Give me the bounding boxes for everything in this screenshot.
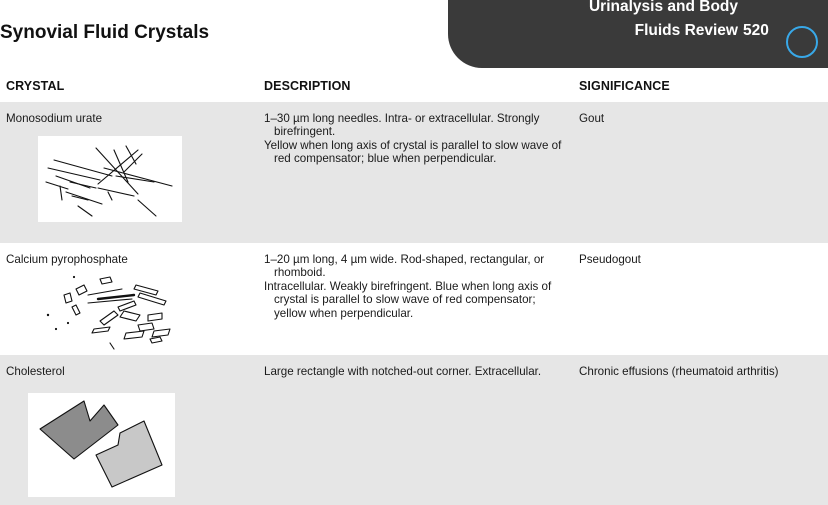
description <box>264 112 564 166</box>
notched-plate-crystals-illustration <box>28 393 175 497</box>
description <box>264 365 564 378</box>
description-paragraph: 1–20 µm long, 4 µm wide. Rod-shaped, rectangular, or rhomboid. <box>264 253 545 280</box>
circle-icon <box>786 26 818 58</box>
significance: Pseudogout <box>579 253 641 266</box>
description-paragraph: Large rectangle with notched-out corner. Extracellular. <box>264 365 542 378</box>
description-paragraph: Yellow when long axis of crystal is parallel to slow wave of red compensator; blue when perpendicular. <box>264 138 562 166</box>
table-row <box>0 102 828 243</box>
significance: Gout <box>579 112 605 125</box>
rhomboid-crystals-illustration <box>40 271 180 353</box>
description <box>264 253 564 320</box>
column-header-significance: SIGNIFICANCE <box>579 79 670 93</box>
column-header-description: DESCRIPTION <box>264 79 351 93</box>
crystal-name: Monosodium urate <box>6 112 103 125</box>
section-title-line1: Urinalysis and Body <box>588 0 738 15</box>
crystal-name: Cholesterol <box>6 365 65 378</box>
section-header-tab <box>448 0 828 68</box>
table-row <box>0 355 828 505</box>
column-header-crystal: CRYSTAL <box>6 79 65 93</box>
description-paragraph: Intracellular. Weakly birefringent. Blue when long axis of crystal is parallel to slow wave of red compensator; yellow when perpendicular. <box>264 279 552 320</box>
table-row <box>0 243 828 355</box>
page-title: Synovial Fluid Crystals <box>0 22 210 43</box>
needle-crystals-illustration <box>38 136 182 222</box>
crystal-name: Calcium pyrophosphate <box>6 253 128 266</box>
significance: Chronic effusions (rheumatoid arthritis) <box>579 365 779 378</box>
description-paragraph: 1–30 µm long needles. Intra- or extracellular. Strongly birefringent. <box>264 112 540 139</box>
section-title-line2: Fluids Review <box>634 22 738 39</box>
page-number: 520 <box>743 22 769 39</box>
